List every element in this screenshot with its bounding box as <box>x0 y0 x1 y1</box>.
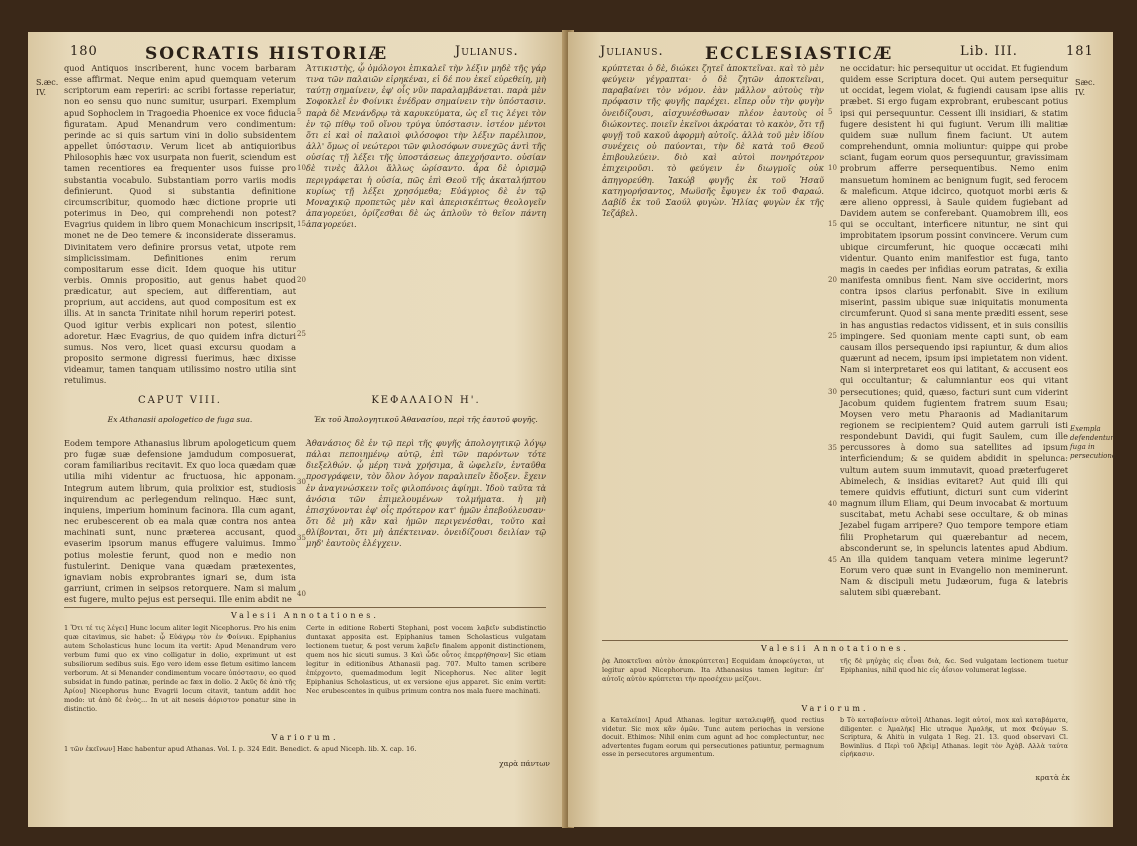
line-number: 45 <box>828 556 837 564</box>
line-number: 35 <box>828 444 837 452</box>
line-number: 35 <box>297 534 306 542</box>
notes-divider <box>602 640 1068 641</box>
chapter-subheading-latin: Ex Athanasii apologetico de fuga sua. <box>107 415 253 424</box>
line-number: 40 <box>297 590 306 598</box>
right-page-number: 181 <box>1066 44 1094 59</box>
right-running-title: ECCLESIASTICÆ <box>705 44 894 64</box>
line-number: 10 <box>828 164 837 172</box>
left-running-subtitle: Julianus. <box>455 44 519 59</box>
line-number: 20 <box>297 276 306 284</box>
chapter-heading-latin: CAPUT VIII. <box>138 395 222 406</box>
right-margin-note: Exempla defendentur fuga in persecutione. <box>1070 425 1119 460</box>
left-variorum-title: Variorum. <box>271 733 339 742</box>
right-variorum-col2: b Τὸ καταβαίνειν αὐτοὶ] Athanas. legit αὐτοί, mox καὶ καταβάματα, diligenter. c Ἀμαλὴκ] Hic utraque Ἀμαλὴκ, ut mox Φεύγων S. Scriptura, & Ahitù in vulgata 1 Reg. 21. 13. quod observavi Cl. Bowinlius. d Περὶ τοῦ Ἀβεὶμ] Athanas. legit τὸν Ἀχὰβ. Αλλὰ ταύτα εἰρήκασιν. <box>840 716 1068 759</box>
right-running-lib: Lib. III. <box>960 44 1018 59</box>
right-latin-column: ne occidatur: hic persequitur ut occidat. Et fugiendum quidem esse Scriptura docet. Qui autem persequitur ut occidat, legem violat, & fugiendi causam ipse aliis præbet. Si ergo fugam exprobrant, erubescant potius ipsi qui persequuntur. Cessent illi insidiari, & statim fugere desistent hi qui fugiunt. Verum illi malitiæ quidem suæ nullum finem faciunt. Ut autem comprehendunt, omnia moliuntur: quippe qui probe sciant, fugam eorum quos persequuntur, gravissimam probrum afferre persequentibus. Nemo enim mansuetum hominem ac benignum fugit, sed ferocem & maleficum. Atque idcirco, quotquot morbi æris & ære alieno oppressi, à Saule quidem fugiebant ad Davidem autem se conferebant. Quamobrem illi, eos qui se occultant, interficere nituntur, ne sint qui improbitatem ipsorum possint convincere. Verum cum ubique circumferunt, hic quoque occæcati mihi videntur. Quanto enim manifestior est fuga, tanto magis in caedes per infidias eorum patratas, & exilia manifesta omnibus fient. Nam sive occiderint, mors contra ipsos clarius perfonabit. Sive in exilium miserint, passim ubique suæ iniquitatis monumenta circumferunt. Quod si sana mente præditi essent, sese in has angustias redactos vidissent, et in suis consiliis impingere. Sed quoniam mente capti sunt, ob eam causam illos persequendo ipsi rapiuntur, & dum alios quærunt ad necem, ipsum ipsi impietatem non vident. Nam si interpretaret eos qui latitant, & accusent eos qui occultantur; & calumniantur eos qui vitant persecutiones; quid, quæso, facturi sunt cum viderint Jacobum quidem fugientem fratrem suum Esau; Moysen vero metu Pharaonis ad Madianitarum regionem se recipientem? Quid autem garruli isti respondebunt Davidi, qui fugit Saulem, cum ille percussores à domo sua satellites ad ipsum interficiendum; & se quidem abdidit in spelunca: vultum autem suum immutavit, quoad præterfugeret Abimelech, & insidias evitaret? Aut quid illi qui temere quidvis effutiunt, dicturi sunt cum viderint magnum illum Eliam, qui Deum invocabat & mortuum suscitabat, metu Achabi sese occultare, & ob minas Jezabel fugam arripere? Quo tempore tempore etiam filii Prophetarum qui quærebantur ad necem, absconderunt se, in speluncis latentes apud Abdium. An illa quidem tanquam vetera minime legerunt? Eorum vero quæ sunt in Evangelio non meminerunt. Nam & discipuli metu Judæorum, fuga & latebris salutem sibi quærebant. <box>840 63 1068 598</box>
left-notes-col1: 1 Ὅτι τέ τις λέγει] Hunc locum aliter legit Nicephorus. Pro his enim quæ citavimus, sic habet: ᾧ Εὐάγρῳ τὸν ἐν Φοίνικι. Epiphanius autem Scholasticus hunc locum ita vertit: Apud Menandrum vero verbum fumi quo ex vino colligatur in dolio, exprimunt ut est subsiliorum sedibus suis. Ego vero idem esse fletum esitimo lancem verborum. At si Menander condimentum vocare ὑπόστασιν, eo quod subsidat in fundo patinæ, perinde ac fæx in dolio. 2 Ἀκῦς δὲ ἀπὸ τῆς Ἀρίου] Nicephorus hunc Evagrii locum citavit, tantum addit hoc modo: ut ἀπὸ δὲ ἑνὸς... In ut ait neseis ἀόριστον ponatur sine in distinctio. <box>64 624 296 713</box>
line-number: 25 <box>828 332 837 340</box>
left-notes-title: Valesii Annotationes. <box>231 611 379 620</box>
line-number: 5 <box>828 108 833 116</box>
right-running-subtitle: Julianus. <box>600 44 664 59</box>
right-variorum-title: Variorum. <box>801 704 869 713</box>
left-margin-century: S.æc. IV. <box>36 78 59 97</box>
left-latin-column: quod Antiquos inscriberent, hunc vocem barbaram esse affirmat. Neque enim apud quemquam veterum scriptorum eam reperiri: ac scribi fortasse reperiatur, non eo sensu quo nunc sumitur, usurpari. Exemplum apud Sophoclem in Tragoedia Phoenice ex voce fiducia figuratam. Apud Menandrum vero condimentum: perinde ac si quis sartum vini in dolio subsidentem appellet ὑπόστασιν. Verum licet ab antiquioribus Philosophis hæc vox usurpata non fuerit, sciendum est tamen recentiores ea frequenter usos fuisse pro substantia vocabulo. Substantiam porro variis modis definierunt. Quod si substantia definitione circumscribitur, quomodo hæc dictione proprie uti poterimus in Deo, qui comprehendi non potest? Evagrius quidem in libro quem Monachicum inscripsit, monet ne de Deo temere & inconsiderate disseramus. Divinitatem vero definire prorsus vetat, utpote rem simplicissimam. Definitiones enim rerum compositarum esse dicit. Idem quoque his utitur verbis. Omnis propositio, aut genus habet quod prædicatur, aut speciem, aut differentiam, aut proprium, aut accidens, aut quod compositum est ex illis. At in sancta Trinitate nihil horum reperiri potest. Quod igitur verbis explicari non potest, silentio adoretur. Hæc Evagrius, de quo quidem infra dicturi sumus. Nos vero, licet quasi excursu quodam a proposito sermone digressi fuerimus, hæc dixisse videamur, tamen tanquam utilissimo nostro utilia sint retulimus. <box>64 63 296 386</box>
line-number: 10 <box>297 164 306 172</box>
right-notes-title: Valesii Annotationes. <box>761 644 909 653</box>
left-notes-col2: Certe in editione Roberti Stephani, post vocem λαβεῖν subdistinctio duntaxat apposita est. Epiphanius tamen Scholasticus vulgatam lectionem tuetur, & post verum λαβεῖν finalem apponit distinctionem, quem nos hic sicuti sumus. 3 Καὶ ὧδε οὗτος ἐπερρήθησαν] Sic etiam legitur in editionibus Athanasii pag. 707. Multo tamen scribere ἐπέρχοντο, quemadmodum legit Nicephorus. Nec aliter legit Epiphanius Scholasticus, ut ex versione ejus apparet. Sic enim vertit: Nec erubescentes in quibus primum contra nos mala fuere machinati. <box>306 624 546 695</box>
left-greek-column-2: Ἀθανάσιος δὲ ἐν τῷ περὶ τῆς φυγῆς ἀπολογητικῷ λόγῳ πάλαι πεποιημένῳ αὐτῷ, ἐπὶ τῶν παρόντων τότε διεξελθών. ᾧ μέρη τινὰ χρήσιμα, ἃ ὠφελεῖν, ἐνταῦθα προσγράφειν, τὸν ὅλον λόγον παραλιπεῖν ἔδοξεν. ἔχειν ἐν ἀναγινώσκειν τοῖς φιλοπόνοις ἀφίημι. Ἰδοὺ ταῦτα τὰ ἀνόσια τῶν ἐπιμελουμένων τολμήματα. ἡ μὴ ἐπισχύνονται ἐφ' οἷς πρότερον κατ' ἡμῶν ἐπεβούλευσαν· ὅτι δὲ μὴ κἂν καὶ ἡμῶν περιγενέσθαι, τοῦτο καὶ θλίβονται, ὅτι μὴ ἀπέκτειναν. ὀνειδίζουσι δειλίαν τῷ μηδ' ἑαυτοὺς ἐλέγχειν. <box>306 438 546 549</box>
right-margin-century: Sæc. IV. <box>1075 78 1096 97</box>
right-variorum-col1: a Καταλείποι] Apud Athanas. legitur καταλειφθῇ, quod rectius videtur. Sic mox κἂν ὁμῶν. Tunc autem periochas in versione docuit. Ethimos: Nihil enim cum agunt ad hoc complectuntur, nec advertentes fugam eorum qui persecutiones patiuntur, permagnum esse in persecutores argumentum. <box>602 716 824 759</box>
line-number: 15 <box>297 220 306 228</box>
line-number: 20 <box>828 276 837 284</box>
left-page-number: 180 <box>70 44 98 59</box>
line-number: 25 <box>297 330 306 338</box>
chapter-heading-greek: ΚΕΦΑΛΑΙΟΝ Η'. <box>371 395 481 406</box>
right-catchword: κρατὰ ἐκ <box>1035 773 1070 782</box>
left-latin-column-2: Eodem tempore Athanasius librum apologeticum quem pro fugæ suæ defensione jamdudum composuerat, coram familiaribus recitavit. Ex quo loca quædam quæ utilia mihi videntur ac fructuosa, hic apponam. Integrum autem librum, quia prolixior est, studiosis inquirendum ac perlegendum relinquo. Hæc sunt, inquiens, imperium hominum facinora. Illa cum agant, nec erubescerent ob ea mala quæ contra nos antea machinati sunt, nunc præterea accusant, quod evaserim ipsorum manus effugere valuimus. Immo potius molestie ferunt, quod non e medio non fustulerint. Denique vana quædam prætexentes, ignaviam nobis exprobrantes ignari se, dum ista garriunt, crimen in seipsos retorquere. Nam si malum est fugere, multo pejus est persequi. Ille enim abdit ne <box>64 438 296 605</box>
line-number: 30 <box>297 478 306 486</box>
line-number: 5 <box>297 108 302 116</box>
chapter-subheading-greek: Ἐκ τοῦ Ἀπολογητικοῦ Ἀθανασίου, περὶ τῆς ἑαυτοῦ φυγῆς. <box>314 415 538 424</box>
left-catchword: χαρὰ πάντων <box>499 759 550 768</box>
right-greek-column: κρύπτεται ὁ δὲ, διώκει ζητεῖ ἀποκτεῖναι. καὶ τὸ μὲν φεύγειν γέγραπται· ὁ δὲ ζητῶν ἀποκτεῖναι, παραβαίνει τὸν νόμον. ἐὰν μᾶλλον αὐτοὺς τὴν πρόφασιν τῆς φυγῆς παρέχει. εἴπερ οὖν τὴν φυγὴν ὀνειδίζουσι, αἰσχυνέσθωσαν πλέον ἑαυτοὺς οἱ διώκοντες. ποιεῖν ἐκεῖνοι ἀκρόαται τὸ κακὸν, ὅτι τῇ φυγῇ τοῦ κακοῦ ἀφορμὴ αὐτοῖς. ἀλλὰ τοῦ μὲν ἰδίου συνέχεις οὐ παύονται, τὴν δὲ κατὰ τοῦ Θεοῦ ἐπιβουλεύειν. διὸ καὶ αὐτοὶ πονηρότερον ἐπιχειροῦσι. τὸ φεύγειν ἐν διωγμοῖς οὐκ ἀπηγορεύθη. Ἰακώβ φυγῆς ἐκ τοῦ Ἡσαῦ κατηγορήσαντος, Μωϋσῆς ἔφυγεν ἐκ τοῦ Φαραώ. Δαβίδ ἐκ τοῦ Σαούλ φυγὼν. Ἠλίας φυγὼν ἐκ τῆς Ἰεζάβελ. <box>602 63 824 219</box>
line-number: 30 <box>828 388 837 396</box>
right-notes-col1: ῥᾳ Ἀποκτεῖναι αὐτὸν ἀποκρύπτεται] Ecquidam ἀποφεύγεται, ut legitur apud Nicephorum. Ita Athanasius tamen legitur: ἐπ' αὐτοῖς αὐτὸν κρύπτεται τὴν προσέχειν μείζονι. <box>602 657 824 683</box>
notes-divider <box>64 607 546 608</box>
line-number: 15 <box>828 220 837 228</box>
left-variorum-note: 1 τῶν ἐκεῖνων] Hæc habentur apud Athanas. Vol. I. p. 324 Edit. Benedict. & apud Niceph. lib. X. cap. 16. <box>64 745 417 753</box>
line-number: 40 <box>828 500 837 508</box>
left-running-title: SOCRATIS HISTORIÆ <box>145 44 389 64</box>
left-greek-column: Ἀττικιστὴς, ᾧ ὁμόλογοι ἐπικαλεῖ τὴν λέξιν μηδὲ τῆς γάρ τινα τῶν παλαιῶν εἰρηκέναι, εἰ δέ που ἐκεῖ εὑρεθείη, μὴ ταύτῃ σημαίνειν, ἐφ' οἷς νῦν παραλαμβάνεται. παρὰ μὲν Σοφοκλεῖ ἐν Φοίνικι ἐνέδραν σημαίνειν τὴν ὑπόστασιν. παρὰ δὲ Μενάνδρῳ τὰ καρυκεύματα, ὡς εἴ τις λέγει τὸν ἐν τῷ πίθῳ τοῦ οἴνου τρύγα ὑπόστασιν. ἰστέον μέντοι ὅτι εἰ καὶ οἱ παλαιοὶ φιλόσοφοι τὴν λέξιν παρέλιπον, ἀλλ' ὅμως οἱ νεώτεροι τῶν φιλοσόφων συνεχῶς ἀντὶ τῆς οὐσίας τῇ λέξει τῆς ὑποστάσεως ἀπεχρήσαντο. οὐσίαν δὲ τινὲς ἄλλοι ἄλλως ὡρίσαντο. ἆρα δὲ ὁρισμῷ περιγράφεται ἡ οὐσία, πῶς ἐπὶ Θεοῦ τῆς ἀκαταλήπτου κυρίως τῇ λέξει χρησόμεθα; Εὐάγριος δὲ ἐν τῷ Μοναχικῷ προπετῶς μὲν καὶ ἀπερισκέπτως θεολογεῖν ἀπαγορεύει, ὁρίζεσθαι δὲ ὡς ἁπλοῦν τὸ θεῖον πάντη ἀπαγορεύει. <box>306 63 546 230</box>
right-notes-col2: τῆς δὲ μηὐχὰς εἰς εἶναι διὰ, &c. Sed vulgatam lectionem tuetur Epiphanius, nihil quod hic εἰς ἀΐσιον volumerat legisse. <box>840 657 1068 674</box>
